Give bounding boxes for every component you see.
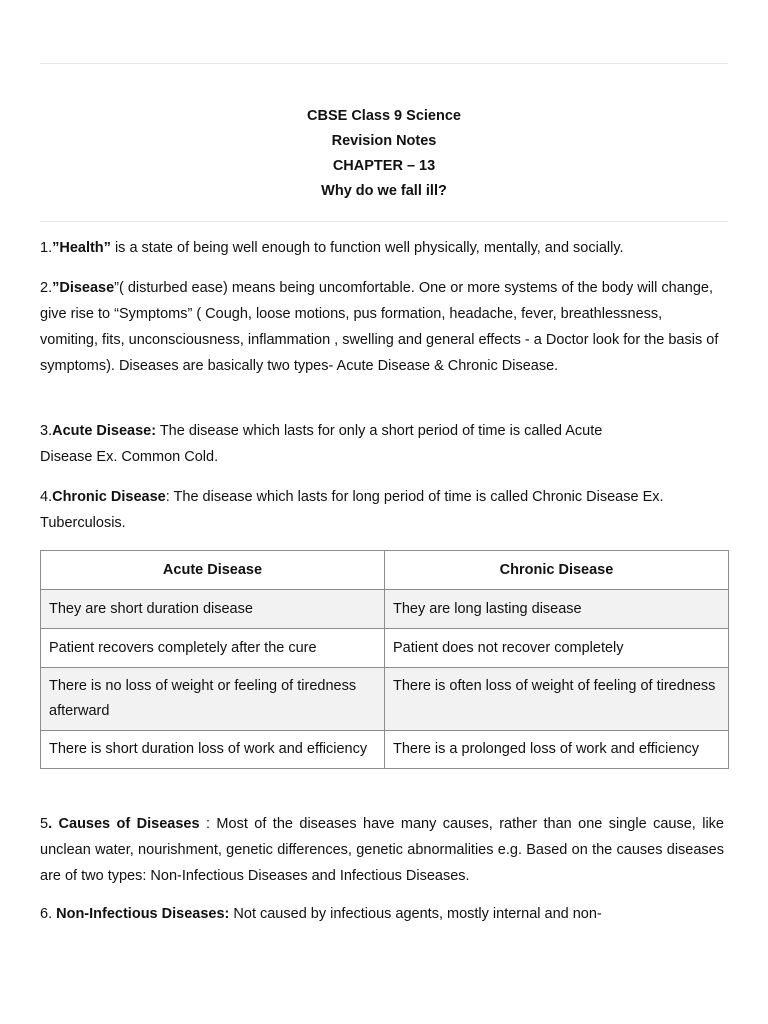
document-header — [0, 104, 768, 204]
table-cell: There is often loss of weight of feeling of tiredness — [385, 668, 729, 731]
paragraph-chronic — [40, 484, 724, 536]
term-causes-of-diseases: . Causes of Diseases — [48, 816, 200, 832]
term-non-infectious-diseases: Non-Infectious Diseases: — [56, 906, 230, 922]
header-line-3: CHAPTER – 13 — [332, 158, 436, 174]
paragraph-number: 1. — [40, 240, 53, 256]
table-cell: Patient recovers completely after the cure — [41, 629, 385, 668]
table-cell: They are long lasting disease — [385, 590, 729, 629]
table-header-row — [41, 551, 729, 590]
table-cell: There is no loss of weight or feeling of tiredness afterward — [41, 668, 385, 731]
table-cell: Patient does not recover completely — [385, 629, 729, 668]
table-cell: There is a prolonged loss of work and efficiency — [385, 731, 729, 769]
paragraph-non-infectious — [40, 901, 724, 927]
header-line-1: CBSE Class 9 Science — [307, 108, 461, 124]
comparison-table — [40, 550, 729, 769]
paragraph-text: is a state of being well enough to function well physically, mentally, and socially. — [110, 240, 624, 256]
paragraph-number: 4. — [40, 489, 53, 505]
term-chronic-disease: Chronic Disease — [52, 489, 166, 505]
paragraph-text: : Most of the diseases have many causes, rather than one single cause, like unclean water, nourishment, genetic differences, genetic abnormalities e.g. Based on the causes diseases are of two types: Non-Infectious Diseases and Infectious Diseases. — [40, 816, 724, 884]
paragraph-text: : The disease which lasts for long period of time is called Chronic Disease Ex. Tuberculosis. — [40, 489, 664, 531]
paragraph-text-continued: Disease Ex. Common Cold. — [40, 449, 219, 465]
paragraph-health — [40, 235, 724, 261]
paragraph-acute — [40, 418, 724, 470]
table-row — [41, 629, 729, 668]
term-health: ”Health” — [52, 240, 111, 256]
table-row — [41, 668, 729, 731]
paragraph-text: Not caused by infectious agents, mostly internal and non- — [229, 906, 602, 922]
table-header-acute: Acute Disease — [41, 551, 385, 590]
paragraph-disease — [40, 275, 724, 379]
header-line-4: Why do we fall ill? — [321, 183, 447, 199]
paragraph-number: 5 — [40, 816, 49, 832]
top-divider — [40, 63, 728, 64]
paragraph-causes — [40, 811, 724, 889]
table-cell: There is short duration loss of work and efficiency — [41, 731, 385, 769]
table-header-chronic: Chronic Disease — [385, 551, 729, 590]
paragraph-number: 3. — [40, 423, 53, 439]
table-row — [41, 731, 729, 769]
paragraph-number: 2. — [40, 280, 53, 296]
term-disease: ”Disease — [52, 280, 115, 296]
table-cell: They are short duration disease — [41, 590, 385, 629]
paragraph-text: ”( disturbed ease) means being uncomfortable. One or more systems of the body will change, give rise to “Symptoms” ( Cough, loose motions, pus formation, headache, fever, breathlessness, vomiting, fits, unconsciousness, inflammation , swelling and general effects - a Doctor look for the basis of symptoms). Diseases are basically two types- Acute Disease & Chronic Disease. — [40, 280, 719, 374]
term-acute-disease: Acute Disease: — [52, 423, 157, 439]
header-line-2: Revision Notes — [331, 133, 437, 149]
paragraph-number: 6. — [40, 906, 57, 922]
header-divider — [40, 221, 728, 222]
table-row — [41, 590, 729, 629]
paragraph-text: The disease which lasts for only a short period of time is called Acute — [156, 423, 603, 439]
